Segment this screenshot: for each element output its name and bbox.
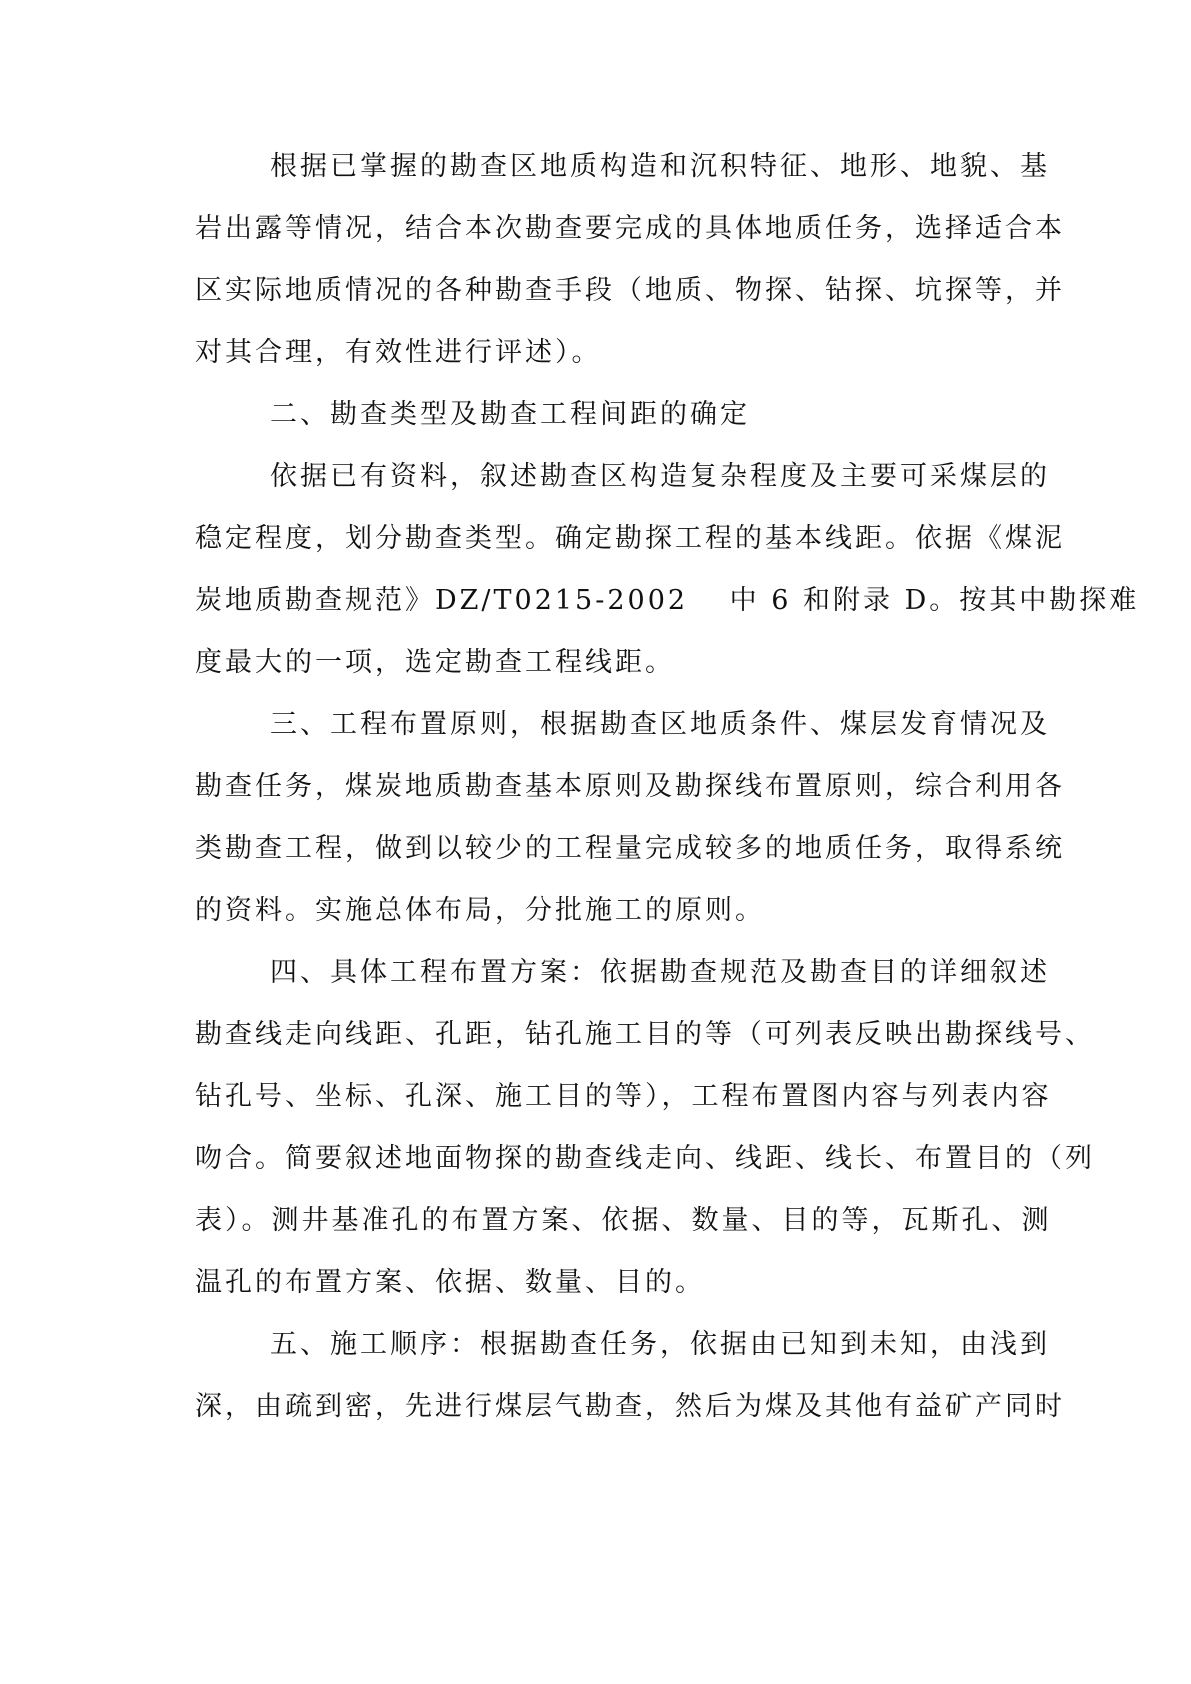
text-line: 度最大的一项，选定勘查工程线距。 (195, 647, 675, 678)
text-line: 岩出露等情况，结合本次勘查要完成的具体地质任务，选择适合本 (195, 213, 1065, 244)
text-line: 根据已掌握的勘查区地质构造和沉积特征、地形、地貌、基 (270, 151, 1050, 182)
text-line: 勘查任务，煤炭地质勘查基本原则及勘探线布置原则，综合利用各 (195, 771, 1065, 802)
text-line: 依据已有资料，叙述勘查区构造复杂程度及主要可采煤层的 (270, 461, 1050, 492)
paragraph-survey-methods (195, 136, 1065, 384)
text-line: 温孔的布置方案、依据、数量、目的。 (195, 1267, 705, 1298)
paragraph-layout-plan (195, 942, 1095, 1314)
text-line: 表）。测井基准孔的布置方案、依据、数量、目的等，瓦斯孔、测 (195, 1205, 1052, 1236)
text-line: 炭地质勘查规范》DZ/T0215-2002 中 6 和附录 D。按其中勘探难 (195, 585, 1140, 616)
text-line: 深，由疏到密，先进行煤层气勘查，然后为煤及其他有益矿产同时 (195, 1391, 1065, 1422)
document-body (195, 136, 1140, 1438)
text-line: 勘查线走向线距、孔距，钻孔施工目的等（可列表反映出勘探线号、 (195, 1019, 1095, 1050)
text-line: 五、施工顺序：根据勘查任务，依据由已知到未知，由浅到 (270, 1329, 1050, 1360)
section-heading: 二、勘查类型及勘查工程间距的确定 (270, 399, 750, 430)
text-line: 对其合理，有效性进行评述）。 (195, 337, 602, 368)
paragraph-survey-type (195, 446, 1140, 694)
text-line: 稳定程度，划分勘查类型。确定勘探工程的基本线距。依据《煤泥 (195, 523, 1065, 554)
text-line: 的资料。实施总体布局，分批施工的原则。 (195, 895, 765, 926)
paragraph-construction-order (195, 1314, 1065, 1438)
text-line: 钻孔号、坐标、孔深、施工目的等），工程布置图内容与列表内容 (195, 1081, 1052, 1112)
text-line: 三、工程布置原则，根据勘查区地质条件、煤层发育情况及 (270, 709, 1050, 740)
text-line: 四、具体工程布置方案：依据勘查规范及勘查目的详细叙述 (270, 957, 1050, 988)
paragraph-layout-principles (195, 694, 1065, 942)
text-line: 类勘查工程，做到以较少的工程量完成较多的地质任务，取得系统 (195, 833, 1065, 864)
heading-section-2 (195, 384, 1005, 446)
text-line: 区实际地质情况的各种勘查手段（地质、物探、钻探、坑探等，并 (195, 275, 1065, 306)
text-line: 吻合。简要叙述地面物探的勘查线走向、线距、线长、布置目的（列 (195, 1143, 1095, 1174)
